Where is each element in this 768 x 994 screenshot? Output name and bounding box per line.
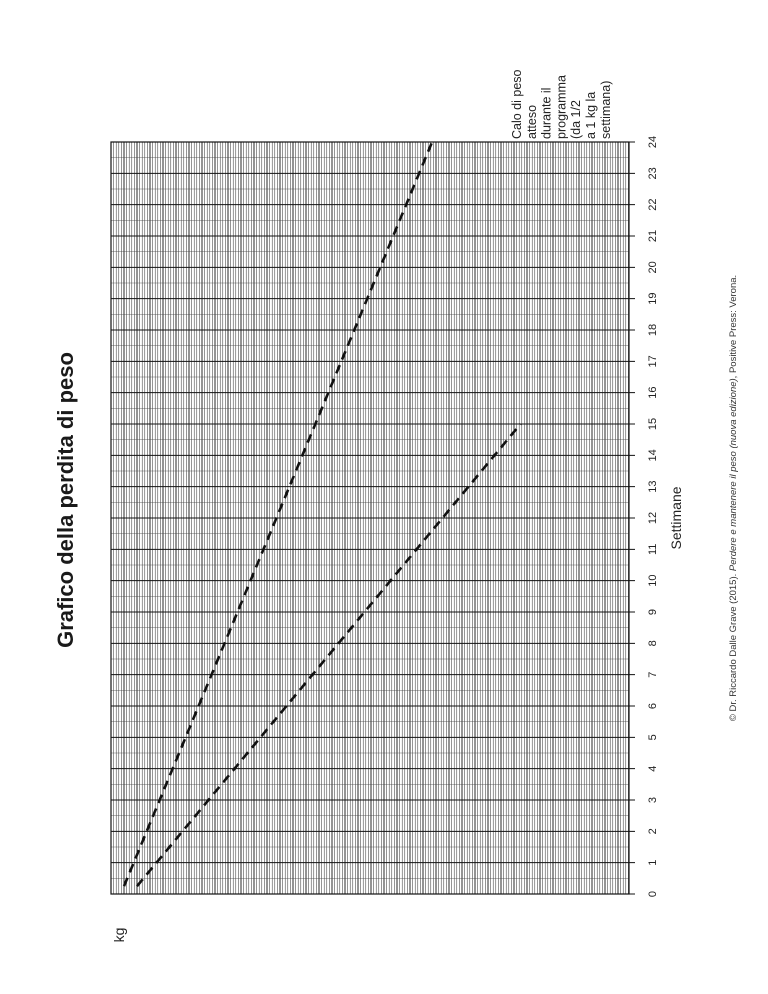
x-tick-label: 17 (647, 355, 659, 368)
x-tick-label: 18 (647, 323, 659, 337)
annotation-line: settimana) (598, 80, 613, 139)
x-tick-label: 22 (647, 198, 659, 211)
credit-part: Perdere e mantenere il peso (nuova edizione) (728, 378, 739, 572)
annotation-line: (da 1/2 (569, 100, 584, 139)
x-tick-label: 9 (647, 608, 659, 616)
annotation-line: a 1 kg la (584, 91, 598, 139)
annotation-line: programma (554, 75, 569, 139)
annotation-line: atteso (524, 104, 539, 139)
series-line-1 (124, 142, 432, 886)
expected-loss-annotation (510, 69, 613, 139)
x-tick-label: 10 (647, 574, 659, 587)
x-tick-label: 14 (647, 449, 659, 462)
credit-part: © Dr. Riccardo Dalle Grave (2015). (728, 571, 739, 722)
x-tick-label: 5 (647, 734, 659, 741)
x-tick-label: 15 (647, 417, 659, 431)
series-line-2 (137, 424, 521, 886)
x-tick-label: 19 (647, 292, 659, 305)
annotation-line: Calo di peso (510, 69, 524, 139)
x-tick-label: 8 (647, 640, 659, 647)
chart-title: Grafico della perdita di peso (53, 352, 78, 648)
x-tick-label: 4 (647, 765, 659, 772)
x-axis-ticks (647, 136, 659, 897)
x-tick-label: 20 (647, 261, 659, 274)
x-tick-label: 0 (647, 890, 659, 898)
x-tick-label: 16 (647, 386, 659, 399)
y-axis-label: kg (111, 927, 127, 943)
annotation-line: durante il (539, 87, 554, 139)
credit-part: , Positive Press: Verona. (728, 274, 739, 379)
x-tick-label: 12 (647, 511, 659, 525)
copyright-credit (728, 275, 739, 721)
chart-grid (111, 142, 635, 894)
x-tick-label: 6 (647, 702, 659, 710)
x-tick-label: 13 (647, 480, 659, 493)
x-tick-label: 11 (647, 543, 659, 556)
x-tick-label: 3 (647, 796, 659, 804)
chart-series (124, 142, 521, 886)
x-tick-label: 1 (647, 859, 659, 866)
x-tick-label: 21 (647, 229, 659, 243)
x-axis-label: Settimane (668, 486, 684, 550)
x-tick-label: 7 (647, 671, 659, 678)
x-tick-label: 23 (647, 167, 659, 180)
x-tick-label: 24 (647, 135, 659, 149)
x-tick-label: 2 (647, 828, 659, 835)
